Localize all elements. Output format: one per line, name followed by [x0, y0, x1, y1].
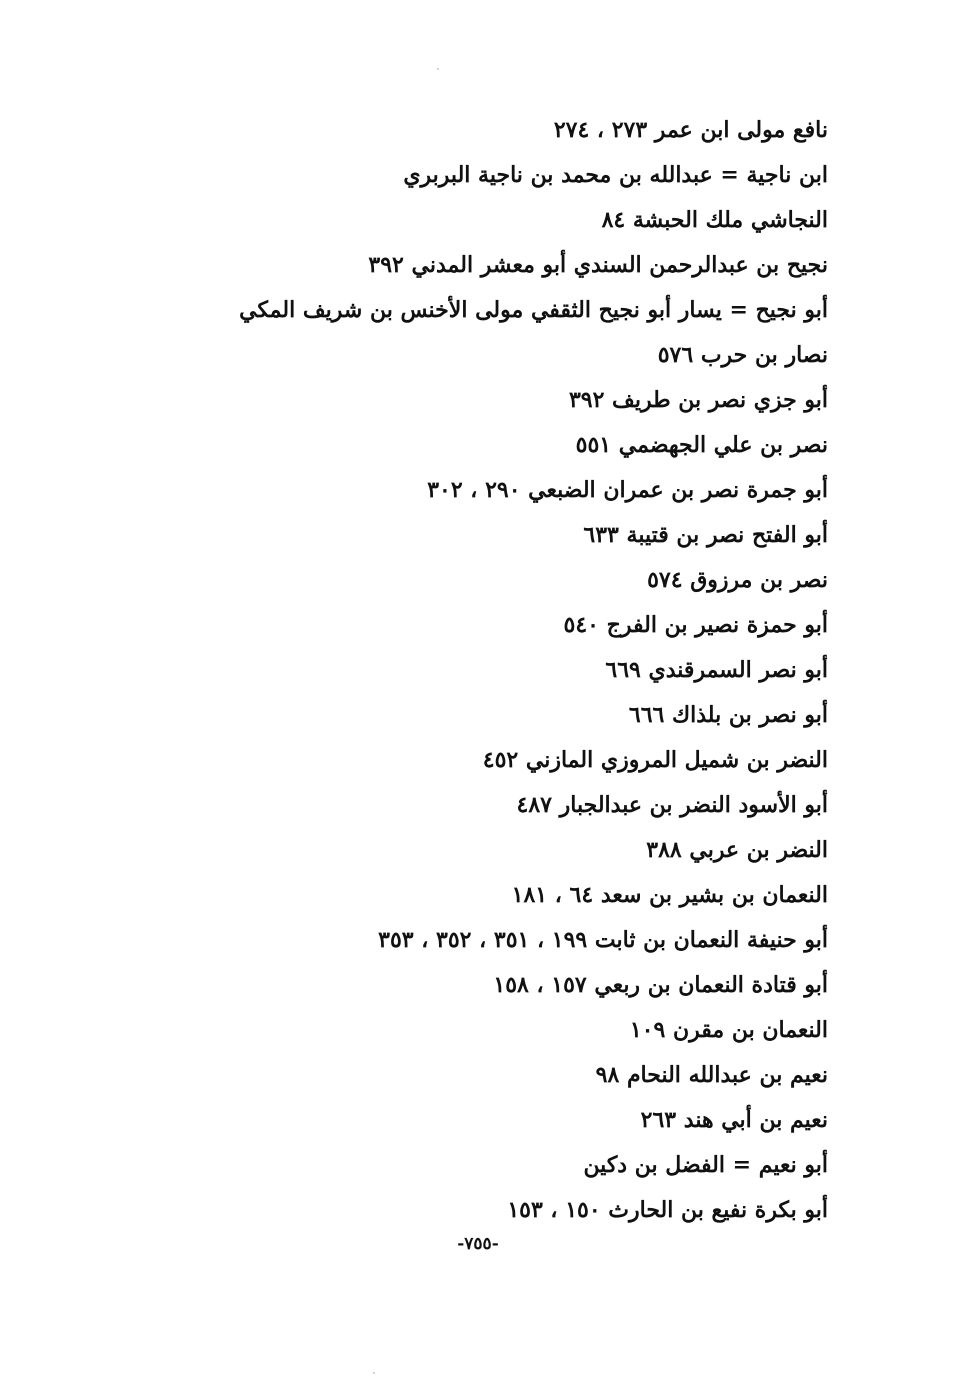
index-entry: أبو نعيم = الفضل بن دكين	[583, 1152, 828, 1178]
index-entry: النضر بن عربي ٣٨٨	[646, 837, 828, 863]
index-entry: نصر بن علي الجهضمي ٥٥١	[575, 432, 828, 458]
index-entry: أبو حنيفة النعمان بن ثابت ١٩٩ ، ٣٥١ ، ٣٥٢ ، ٣٥٣	[378, 927, 828, 953]
index-entry: أبو الأسود النضر بن عبدالجبار ٤٨٧	[516, 792, 828, 818]
page-number: -٧٥٥-	[457, 1234, 499, 1254]
index-entry: أبو بكرة نفيع بن الحارث ١٥٠ ، ١٥٣	[507, 1197, 828, 1223]
index-entry: النجاشي ملك الحبشة ٨٤	[601, 207, 828, 233]
scan-speck	[373, 1372, 375, 1374]
index-entry: أبو حمزة نصير بن الفرج ٥٤٠	[563, 612, 828, 638]
scan-speck	[437, 68, 439, 70]
index-entry: أبو قتادة النعمان بن ربعي ١٥٧ ، ١٥٨	[493, 972, 828, 998]
index-entry: النعمان بن مقرن ١٠٩	[629, 1017, 828, 1043]
index-entry: نصار بن حرب ٥٧٦	[657, 342, 828, 368]
index-entry: أبو جمرة نصر بن عمران الضبعي ٢٩٠ ، ٣٠٢	[427, 477, 828, 503]
index-entry: نعيم بن عبدالله النحام ٩٨	[595, 1062, 828, 1088]
index-entry: أبو نصر بن بلذاك ٦٦٦	[628, 702, 828, 728]
index-entry: نعيم بن أبي هند ٢٦٣	[640, 1107, 828, 1133]
name-index-list	[128, 108, 828, 1233]
index-entry: نصر بن مرزوق ٥٧٤	[647, 567, 828, 593]
index-entry: ابن ناجية = عبدالله بن محمد بن ناجية البربري	[403, 162, 828, 188]
index-entry: أبو جزي نصر بن طريف ٣٩٢	[568, 387, 828, 413]
index-entry: نجيح بن عبدالرحمن السندي أبو معشر المدني ٣٩٢	[368, 252, 828, 278]
index-entry: أبو نصر السمرقندي ٦٦٩	[605, 657, 828, 683]
index-entry: النعمان بن بشير بن سعد ٦٤ ، ١٨١	[511, 882, 828, 908]
index-entry: نافع مولى ابن عمر ٢٧٣ ، ٢٧٤	[553, 117, 828, 143]
index-entry: أبو نجيح = يسار أبو نجيح الثقفي مولى الأخنس بن شريف المكي	[239, 297, 828, 323]
index-entry: أبو الفتح نصر بن قتيبة ٦٣٣	[583, 522, 828, 548]
index-entry: النضر بن شميل المروزي المازني ٤٥٢	[482, 747, 828, 773]
